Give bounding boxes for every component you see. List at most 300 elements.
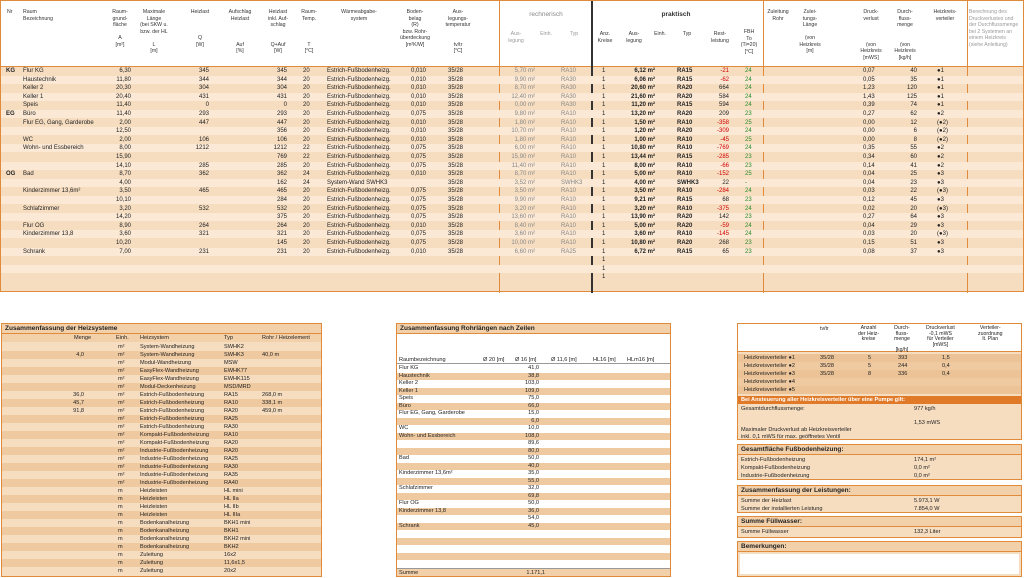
cell-system: Estrich-Fußbodenheizg. [327, 68, 391, 74]
cell-prak-auslegung: 9,21 m² [634, 197, 655, 203]
list-item[interactable] [2, 343, 321, 351]
hs-system: Estrich-Fußbodenheizung [140, 408, 205, 414]
cell-rech-typ: RA10 [561, 231, 577, 238]
list-item[interactable] [397, 410, 670, 418]
vt-druckverlust: 1,5 [942, 355, 950, 361]
vt-anzahl: 5 [868, 355, 872, 361]
cell-rech-typ: RA10 [561, 205, 577, 212]
cell-druckverlust: 0,35 [863, 145, 875, 152]
hs-einh: m² [118, 400, 125, 406]
vt-anzahl: 8 [868, 371, 872, 377]
cell-flaeche: 8,70 [119, 171, 131, 178]
cell-system: Estrich-Fußbodenheizg. [327, 119, 391, 126]
col-hl16: HL16 [m] [593, 357, 616, 363]
table-row[interactable] [1, 93, 1023, 101]
cell-fbh: 24 [745, 145, 752, 152]
cell-kreise: 1 [602, 128, 606, 135]
cell-verteiler: ●1 [937, 68, 944, 74]
rl-d16: 108,0 [525, 432, 539, 439]
list-item[interactable] [2, 567, 321, 575]
cell-restleistung: 209 [718, 111, 729, 117]
list-item[interactable] [397, 433, 670, 441]
list-item[interactable] [2, 543, 321, 551]
cell-restleistung: 594 [718, 102, 729, 109]
cell-heizlast-inkl: 356 [276, 128, 287, 135]
cell-durchfluss: 51 [910, 240, 917, 246]
list-item[interactable] [397, 388, 670, 396]
list-item[interactable] [738, 386, 1021, 394]
list-item[interactable] [397, 395, 670, 403]
cell-flaeche: 6,30 [119, 68, 131, 74]
header-berechnung-note: Berechnung des Druckverlustes und der Durchflussmenge bei 2 Systemen an einem Heizkreis (siehe Anleitung) [969, 9, 1019, 48]
hs-system: System-Wandheizung [140, 352, 195, 358]
list-item[interactable] [397, 478, 670, 486]
cell-belag: 0,010 [411, 128, 427, 135]
cell-restleistung: -21 [720, 68, 729, 74]
cell-temp: 20 [303, 222, 310, 229]
list-item[interactable] [2, 415, 321, 423]
hs-system: Bodenkanalheizung [140, 520, 190, 526]
list-item[interactable] [2, 359, 321, 367]
cell-prak-auslegung: 5,00 m² [634, 222, 655, 229]
fbh-value: 0,0 m² [914, 465, 930, 471]
col-anzahl: Anzahl der Heiz- kreise [858, 325, 880, 343]
cell-restleistung: -285 [716, 154, 729, 160]
cell-raum: Kinderzimmer 13,6m² [23, 188, 81, 195]
hs-system: Modul-Wandheizung [140, 360, 192, 366]
list-item[interactable] [2, 431, 321, 439]
rl-d16: 15,0 [528, 410, 539, 416]
cell-kreise: 1 [602, 231, 606, 238]
cell-heizlast-inkl: 284 [276, 197, 287, 203]
cell-prak-auslegung: 3,50 m² [634, 188, 655, 195]
hs-einh: m² [118, 344, 125, 350]
rl-raum: Kinderzimmer 13,6m² [399, 470, 453, 476]
list-item[interactable] [2, 559, 321, 567]
vt-tvtr: 35/28 [820, 363, 834, 369]
cell-prak-typ: RA15 [677, 68, 693, 74]
table-row[interactable] [1, 127, 1023, 135]
cell-kreise: 1 [602, 248, 606, 255]
cell-rech-auslegung: 8,70 m² [514, 171, 535, 178]
cell-verteiler: (●2) [937, 136, 948, 143]
vt-durchfluss: 244 [898, 363, 908, 369]
cell-flaeche: 3,50 [119, 188, 131, 195]
summe-value: 1.171,1 [526, 570, 545, 576]
hs-einh: m [118, 560, 123, 566]
list-item[interactable] [397, 545, 670, 553]
cell-heizlast-inkl: 431 [276, 93, 287, 100]
table-row[interactable] [1, 222, 1023, 230]
cell-rech-auslegung: 1,80 m² [514, 119, 535, 126]
cell-prak-auslegung: 20,60 m² [630, 85, 655, 92]
cell-druckverlust: 0,14 [863, 162, 875, 169]
list-item[interactable] [2, 519, 321, 527]
table-row[interactable] [1, 170, 1023, 178]
hs-system: Industrie-Fußbodenheizung [140, 456, 209, 462]
cell-flaeche: 3,60 [119, 231, 131, 238]
rohrlaengen-header [397, 356, 670, 364]
list-item[interactable] [2, 447, 321, 455]
cell-durchfluss: 22 [910, 188, 917, 195]
hs-typ: RA40 [224, 480, 238, 486]
list-item[interactable] [2, 375, 321, 383]
table-row[interactable] [1, 187, 1023, 195]
cell-restleistung: 268 [718, 240, 729, 246]
table-row[interactable] [1, 256, 1023, 264]
list-item[interactable] [738, 370, 1021, 378]
list-item[interactable] [2, 511, 321, 519]
cell-system: Estrich-Fußbodenheizg. [327, 248, 391, 255]
hs-system: Zuleitung [140, 552, 164, 558]
list-item[interactable] [397, 425, 670, 433]
hs-system: Industrie-Fußbodenheizung [140, 464, 209, 470]
cell-system: Estrich-Fußbodenheizg. [327, 222, 391, 229]
list-item[interactable] [2, 487, 321, 495]
hs-einh: m [118, 528, 123, 534]
cell-rech-auslegung: 12,40 m² [511, 93, 535, 100]
list-item[interactable] [2, 367, 321, 375]
cell-temp: 22 [303, 154, 310, 160]
cell-belag: 0,010 [411, 68, 427, 74]
cell-prak-auslegung: 21,60 m² [630, 93, 655, 100]
cell-rech-typ: RA10 [561, 214, 577, 221]
cell-prak-auslegung: 5,00 m² [634, 171, 655, 178]
cell-temp: 20 [303, 197, 310, 203]
hs-einh: m [118, 504, 123, 510]
col-einh: Einh. [116, 335, 129, 341]
vt-tvtr: 35/28 [820, 371, 834, 377]
rl-d16: 89,6 [528, 440, 539, 446]
table-row[interactable] [1, 273, 1023, 281]
col-rohr: Rohr / Heizelement [262, 335, 310, 341]
cell-temp: 20 [303, 85, 310, 92]
cell-auslegung: 35/28 [448, 128, 464, 135]
cell-durchfluss: 64 [910, 214, 917, 221]
cell-heizlast-inkl: 532 [276, 205, 287, 212]
cell-system: System-Wand SWHK3 [327, 179, 388, 186]
list-item[interactable] [2, 399, 321, 407]
list-item[interactable] [2, 439, 321, 447]
cell-kreise: 1 [602, 274, 606, 281]
cell-auslegung: 35/28 [448, 136, 464, 143]
cell-auslegung: 35/28 [448, 145, 464, 152]
list-item[interactable] [397, 538, 670, 546]
cell-system: Estrich-Fußbodenheizg. [327, 162, 391, 169]
cell-raum: Speis [23, 102, 39, 109]
list-item[interactable] [738, 362, 1021, 370]
cell-system: Estrich-Fußbodenheizg. [327, 205, 391, 212]
table-row[interactable] [1, 239, 1023, 247]
list-item[interactable] [397, 470, 670, 478]
cell-druckverlust: 0,04 [863, 179, 875, 186]
cell-system: Estrich-Fußbodenheizg. [327, 154, 391, 160]
list-item[interactable] [2, 471, 321, 479]
cell-system: Estrich-Fußbodenheizg. [327, 136, 391, 143]
cell-system: Estrich-Fußbodenheizg. [327, 188, 391, 195]
cell-durchfluss: 35 [910, 76, 917, 83]
cell-auslegung: 35/28 [448, 179, 464, 186]
list-item[interactable] [397, 553, 670, 561]
hs-system: Bodenkanalheizung [140, 544, 190, 550]
cell-belag: 0,010 [411, 119, 427, 126]
cell-verteiler: (●2) [937, 119, 948, 126]
fbh-label: Estrich-Fußbodenheizung [741, 457, 806, 463]
table-row[interactable] [1, 196, 1023, 204]
hs-typ: HL mini [224, 488, 243, 494]
cell-etage: KG [6, 68, 15, 74]
cell-rech-auslegung: 11,40 m² [511, 162, 535, 169]
rl-d16: 36,0 [528, 507, 539, 514]
hs-menge: 4,0 [76, 352, 84, 358]
cell-restleistung: 68 [722, 197, 729, 203]
hs-typ: BKH2 mini [224, 536, 251, 542]
table-row[interactable] [1, 110, 1023, 118]
hs-einh: m² [118, 432, 125, 438]
list-item[interactable] [738, 378, 1021, 386]
list-item[interactable] [2, 463, 321, 471]
list-item[interactable] [397, 418, 670, 426]
cell-prak-typ: RA20 [677, 222, 693, 229]
cell-flaeche: 14,10 [115, 162, 131, 169]
cell-prak-auslegung: 10,80 m² [630, 240, 655, 246]
list-item[interactable] [397, 493, 670, 501]
hs-system: Heizleisten [140, 488, 168, 494]
cell-fbh: 25 [745, 136, 752, 143]
hs-einh: m² [118, 368, 125, 374]
cell-druckverlust: 1,43 [863, 93, 875, 100]
cell-prak-auslegung: 6,72 m² [634, 248, 655, 255]
table-row[interactable] [1, 136, 1023, 144]
cell-flaeche: 3,20 [119, 205, 131, 212]
rl-d16: 38,8 [528, 372, 539, 379]
cell-prak-typ: RA10 [677, 171, 693, 178]
cell-fbh: 24 [745, 102, 752, 109]
cell-heizlast: 264 [198, 222, 209, 229]
cell-fbh: 24 [745, 205, 752, 212]
list-item[interactable] [2, 495, 321, 503]
cell-kreise: 1 [602, 102, 606, 109]
table-row[interactable] [1, 76, 1023, 84]
hs-einh: m² [118, 448, 125, 454]
hs-einh: m [118, 520, 123, 526]
list-item[interactable] [2, 455, 321, 463]
hs-typ: BKH1 mini [224, 520, 251, 526]
cell-flaeche: 11,40 [116, 102, 131, 109]
table-row[interactable] [1, 179, 1023, 187]
table-row[interactable] [1, 101, 1023, 109]
list-item[interactable] [2, 351, 321, 359]
leistungen-title: Zusammenfassung der Leistungen: [738, 486, 1021, 496]
cell-restleistung: 584 [718, 93, 729, 100]
table-row[interactable] [1, 162, 1023, 170]
vt-name: Heizkreisverteiler ●5 [744, 387, 795, 393]
cell-heizlast-inkl: 293 [276, 111, 287, 117]
hs-typ: RA10 [224, 432, 238, 438]
list-item[interactable] [2, 535, 321, 543]
cell-rech-typ: RA30 [561, 93, 577, 100]
cell-belag: 0,010 [411, 93, 427, 100]
list-item[interactable] [397, 373, 670, 381]
cell-rech-auslegung: 10,70 m² [511, 128, 535, 135]
cell-belag: 0,075 [411, 214, 427, 221]
rl-raum: Keller 2 [399, 380, 418, 386]
cell-auslegung: 35/28 [448, 76, 464, 83]
maxdruck-value: 1,53 mWS [914, 420, 941, 426]
col-heizsystem: Heizsystem [140, 335, 169, 341]
cell-fbh: 25 [745, 171, 752, 178]
cell-flaeche: 12,50 [115, 128, 131, 135]
list-item[interactable] [2, 503, 321, 511]
list-item[interactable] [2, 423, 321, 431]
cell-rech-auslegung: 15,90 m² [511, 154, 535, 160]
table-row[interactable] [1, 67, 1023, 75]
hs-typ: SWHK2 [224, 344, 244, 350]
cell-rech-typ: RA10 [561, 111, 577, 117]
rl-raum: Flur OG [399, 500, 419, 506]
cell-rech-auslegung: 9,90 m² [514, 197, 535, 203]
header-heizlast: Heizlast Q [W] [190, 9, 210, 48]
cell-belag: 0,075 [411, 205, 427, 212]
header-anz-kreise: Anz. Kreise [597, 31, 613, 44]
cell-rech-typ: RA10 [561, 136, 577, 143]
cell-temp: 20 [303, 128, 310, 135]
hs-einh: m² [118, 352, 125, 358]
list-item[interactable] [397, 508, 670, 516]
cell-raum: Flur OG [23, 222, 45, 229]
header-nr: Nr [7, 9, 13, 15]
col-raumbezeichnung: Raumbezeichnung [399, 357, 446, 363]
table-row[interactable] [1, 84, 1023, 92]
list-item[interactable] [397, 440, 670, 448]
list-item[interactable] [397, 560, 670, 568]
cell-kreise: 1 [602, 76, 606, 83]
cell-restleistung: -284 [716, 188, 729, 195]
list-item[interactable] [2, 383, 321, 391]
fbh-label: Kompakt-Fußbodenheizung [741, 465, 811, 471]
table-row[interactable] [1, 119, 1023, 127]
cell-prak-auslegung: 13,90 m² [630, 214, 655, 221]
cell-verteiler: ●1 [937, 76, 944, 83]
list-item[interactable] [397, 380, 670, 388]
cell-fbh: 24 [745, 76, 752, 83]
table-row[interactable] [1, 144, 1023, 152]
list-item[interactable] [738, 354, 1021, 362]
cell-auslegung: 35/28 [448, 231, 464, 238]
cell-kreise: 1 [602, 145, 606, 152]
cell-system: Estrich-Fußbodenheizg. [327, 76, 391, 83]
hs-system: EasyFlex-Wandheizung [140, 376, 199, 382]
table-row[interactable] [1, 213, 1023, 221]
list-item[interactable] [397, 403, 670, 411]
cell-verteiler: ●2 [937, 145, 944, 152]
rl-d16: 75,0 [528, 395, 539, 401]
hs-einh: m² [118, 424, 125, 430]
cell-rech-auslegung: 6,60 m² [514, 248, 535, 255]
hs-einh: m² [118, 440, 125, 446]
list-item[interactable] [2, 479, 321, 487]
table-row[interactable] [1, 205, 1023, 213]
cell-rech-typ: RA10 [561, 119, 577, 126]
header-belag: Boden- belag (R) bzw. Rohr- überdeckung [m²K/W] [400, 9, 430, 48]
cell-druckverlust: 0,00 [863, 136, 875, 143]
cell-system: Estrich-Fußbodenheizg. [327, 214, 391, 221]
hs-typ: EWHK77 [224, 368, 248, 374]
list-item[interactable] [397, 463, 670, 471]
list-item[interactable] [397, 365, 670, 373]
list-item[interactable] [397, 515, 670, 523]
list-item[interactable] [397, 530, 670, 538]
list-item[interactable] [397, 448, 670, 456]
list-item[interactable] [2, 407, 321, 415]
rl-d16: 40,0 [528, 462, 539, 469]
hs-einh: m² [118, 408, 125, 414]
hs-system: Bodenkanalheizung [140, 528, 190, 534]
table-row[interactable] [1, 265, 1023, 273]
cell-heizlast-inkl: 304 [276, 85, 287, 92]
cell-druckverlust: 0,05 [863, 76, 875, 83]
cell-rech-typ: RA25 [561, 248, 577, 255]
hs-einh: m² [118, 416, 125, 422]
header-durchfluss: Durch- fluss- menge (von Heizkreis [kg/h] [894, 9, 916, 61]
list-item[interactable] [397, 523, 670, 531]
hs-system: Estrich-Fußbodenheizung [140, 392, 205, 398]
list-item[interactable] [2, 391, 321, 399]
list-item[interactable] [2, 551, 321, 559]
leistung-value: 5.973,1 W [914, 498, 940, 504]
cell-druckverlust: 1,23 [863, 85, 875, 92]
table-row[interactable] [1, 230, 1023, 238]
cell-temp: 20 [303, 68, 310, 74]
cell-verteiler: ●1 [937, 93, 944, 100]
table-row[interactable] [1, 248, 1023, 256]
rl-d16: 6,0 [531, 417, 539, 424]
header-zuleitungs-laenge: Zulei- tungs- Länge (von Heizkreis [m] [799, 9, 821, 54]
cell-druckverlust: 0,00 [863, 119, 875, 126]
col-d20: Ø 20 [m] [483, 357, 505, 363]
maxdruck-label: Maximaler Druckverlust ab Heizkreisverteiler inkl. 0,1 mWS für max. geöffnetes Ventil [741, 427, 852, 440]
cell-auslegung: 35/28 [448, 154, 464, 160]
cell-prak-typ: RA10 [677, 145, 693, 152]
rl-raum: Schlafzimmer [399, 485, 433, 491]
list-item[interactable] [397, 455, 670, 463]
header-fbh: FBH To (Ti=20) [°C] [740, 29, 758, 55]
table-row[interactable] [1, 153, 1023, 161]
cell-system: Estrich-Fußbodenheizg. [327, 111, 391, 117]
header-temp: Raum- Temp. T [°C] [301, 9, 317, 54]
cell-flaeche: 2,00 [119, 136, 131, 143]
hs-typ: RA30 [224, 464, 238, 470]
bemerkungen-textarea[interactable] [740, 554, 1019, 574]
hs-einh: m [118, 488, 123, 494]
list-item[interactable] [2, 527, 321, 535]
cell-druckverlust: 0,27 [863, 214, 875, 221]
cell-verteiler: (●2) [937, 128, 948, 135]
vt-name: Heizkreisverteiler ●1 [744, 355, 795, 361]
cell-system: Estrich-Fußbodenheizg. [327, 240, 391, 246]
cell-durchfluss: 55 [910, 145, 917, 152]
vt-tvtr: 35/28 [820, 355, 834, 361]
cell-heizlast: 285 [198, 162, 209, 169]
fbh-label: Industrie-Fußbodenheizung [741, 473, 810, 479]
cell-druckverlust: 0,04 [863, 171, 875, 178]
list-item[interactable] [397, 500, 670, 508]
fuellwasser-title: Summe Füllwasser: [738, 517, 1021, 527]
list-item[interactable] [397, 485, 670, 493]
cell-rech-auslegung: 3,50 m² [514, 188, 535, 195]
header-aufschlag: Aufschlag Heizlast Auf [%] [228, 9, 252, 54]
rl-d16: 50,0 [528, 455, 539, 461]
